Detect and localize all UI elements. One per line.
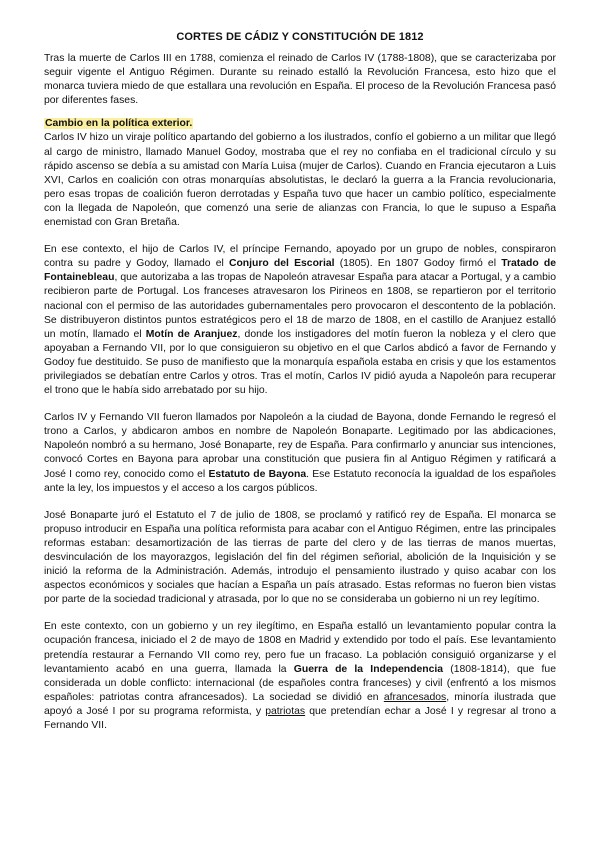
paragraph-conjuro: En ese contexto, el hijo de Carlos IV, el príncipe Fernando, apoyado por un grupo de nobles, conspiraron contra su padre y Godoy, llamado el Conjuro del Escorial (1805). En 1807 Godoy firmó el Tratado de Fontainebleau, que autorizaba a las tropas de Napoleón atravesar España para atacar a Portugal, y a cambio recibieron parte de Portugal. Los franceses atravesaron los Pirineos en 1808, se repartieron por el territorio nacional con el permiso de las autoridades gubernamentales pero provocaron el descontento de la población. Se distribuyeron distintos puntos estratégicos pero el 18 de marzo de 1808, en el castillo de Aranjuez estalló un motín, llamado el Motín de Aranjuez, donde los instigadores del motín fueron la nobleza y el clero que apoyaban a Fernando VII, por lo que consiguieron su objetivo en el que Carlos abdicó a favor de Fernando y Godoy fue destituido. Se puso de manifiesto que la monarquía española estaba en crisis y que los estamentos privilegiados se debatían entre Carlos y otros. Tras el motín, Carlos IV pidió ayuda a Napoleón para recuperar el trono que le había sido arrebatado por su hijo. bbox=[44, 244, 556, 397]
paragraph-guerra-independencia: En este contexto, con un gobierno y un rey ilegítimo, en España estalló un levantamiento popular contra la ocupación francesa, iniciado el 2 de mayo de 1808 en Madrid y extendido por todo el país. Ese levantamiento pretendía restaurar a Fernando VII como rey, pero fue un fracaso. La población consiguió organizarse y el levantamiento acabó en una guerra, llamada la Guerra de la Independencia (1808-1814), que fue considerada un doble conflicto: internacional (de españoles contra franceses) y civil (enfrentó a los mismos españoles: patriotas contra afrancesados). La sociedad se dividió en afrancesados, minoría ilustrada que apoyó a José I por su programa reformista, y patriotas que pretendían echar a José I y regresar al trono a Fernando VII. bbox=[44, 621, 557, 732]
paragraph-bayona: Carlos IV y Fernando VII fueron llamados por Napoleón a la ciudad de Bayona, donde Fernando le regresó el trono a Carlos, y abdicaron ambos en nombre de Napoleón Bonaparte. Legitimado por las abdicaciones, Napoleón nombró a su hermano, José Bonaparte, rey de España. Para confirmarlo y anunciar sus intenciones, convocó Cortes en Bayona para aprobar una constitución que pusiera fin al Antiguo Régimen y ratificará a José I como rey, conocido como el Estatuto de Bayona. Ese Estatuto reconocía la igualdad de los españoles ante la ley, los impuestos y el acceso a los cargos públicos. bbox=[44, 412, 557, 494]
term-patriotas: patriotas bbox=[265, 705, 306, 717]
document-title: CORTES DE CÁDIZ Y CONSTITUCIÓN DE 1812 bbox=[176, 31, 424, 43]
section-heading: Cambio en la política exterior. bbox=[45, 118, 193, 130]
term-afrancesados: afrancesados bbox=[383, 691, 447, 703]
term-tratado-fontainebleau: Tratado de Fontainebleau bbox=[44, 258, 556, 284]
term-estatuto-bayona: Estatuto de Bayona bbox=[208, 468, 307, 480]
paragraph-jose-bonaparte: José Bonaparte juró el Estatuto el 7 de julio de 1808, se proclamó y ratificó rey de España. El monarca se propuso introducir en España una política reformista para acabar con el Antiguo Régimen, entre las principales reformas estaban: desamortización de las tierras de parte del clero y de las tierras de manos muertas, desvinculación de los mayorazgos, legislación del fin del régimen señorial, abolición de la Inquisición y se inició la reforma de la Administración. Además, introdujo el pensamiento ilustrado y quiso acabar con los aspectos económicos y sociales que hacían a España un país atrasado. Estas reformas no fueron bien vistas por parte de la sociedad tradicional y atrasada, por lo que no se consideraba un gobierno ni un rey legítimo. bbox=[44, 509, 556, 606]
term-guerra-independencia: Guerra de la Independencia bbox=[293, 663, 444, 675]
term-conjuro-escorial: Conjuro del Escorial bbox=[228, 258, 335, 270]
term-motin-aranjuez: Motín de Aranjuez bbox=[145, 328, 238, 340]
section-paragraph-politica-exterior bbox=[44, 117, 556, 230]
intro-paragraph: Tras la muerte de Carlos III en 1788, comienza el reinado de Carlos IV (1788-1808), que se caracterizaba por seguir vigente el Antiguo Régimen. Durante su reinado estalló la Revolución Francesa, esto hizo que el monarca tuviera miedo de que estallara una revolución en España. El proceso de la Revolución Francesa pasó por diferentes fases. bbox=[44, 53, 556, 107]
paragraph-text: Carlos IV hizo un viraje político apartando del gobierno a los ilustrados, confío el gobierno a un militar que llegó al cargo de ministro, llamado Manuel Godoy, mostraba que el rey no confiaba en el tradicional círculo y su rápido ascenso se debía a su amistad con María Luisa (mujer de Carlos). Cuando en Francia ejecutaron a Luis XVI, Carlos en coalición con otras monarquías absolutistas, le declaró la guerra a la Francia revolucionaria, pero esas tropas de coalición fueron derrotadas y España tuvo que hacer un cambio político, especialmente con la llegada de Napoleón, que comenzó una serie de alianzas con Francia, lo que le supuso a España enemistad con Gran Bretaña. bbox=[44, 132, 556, 229]
